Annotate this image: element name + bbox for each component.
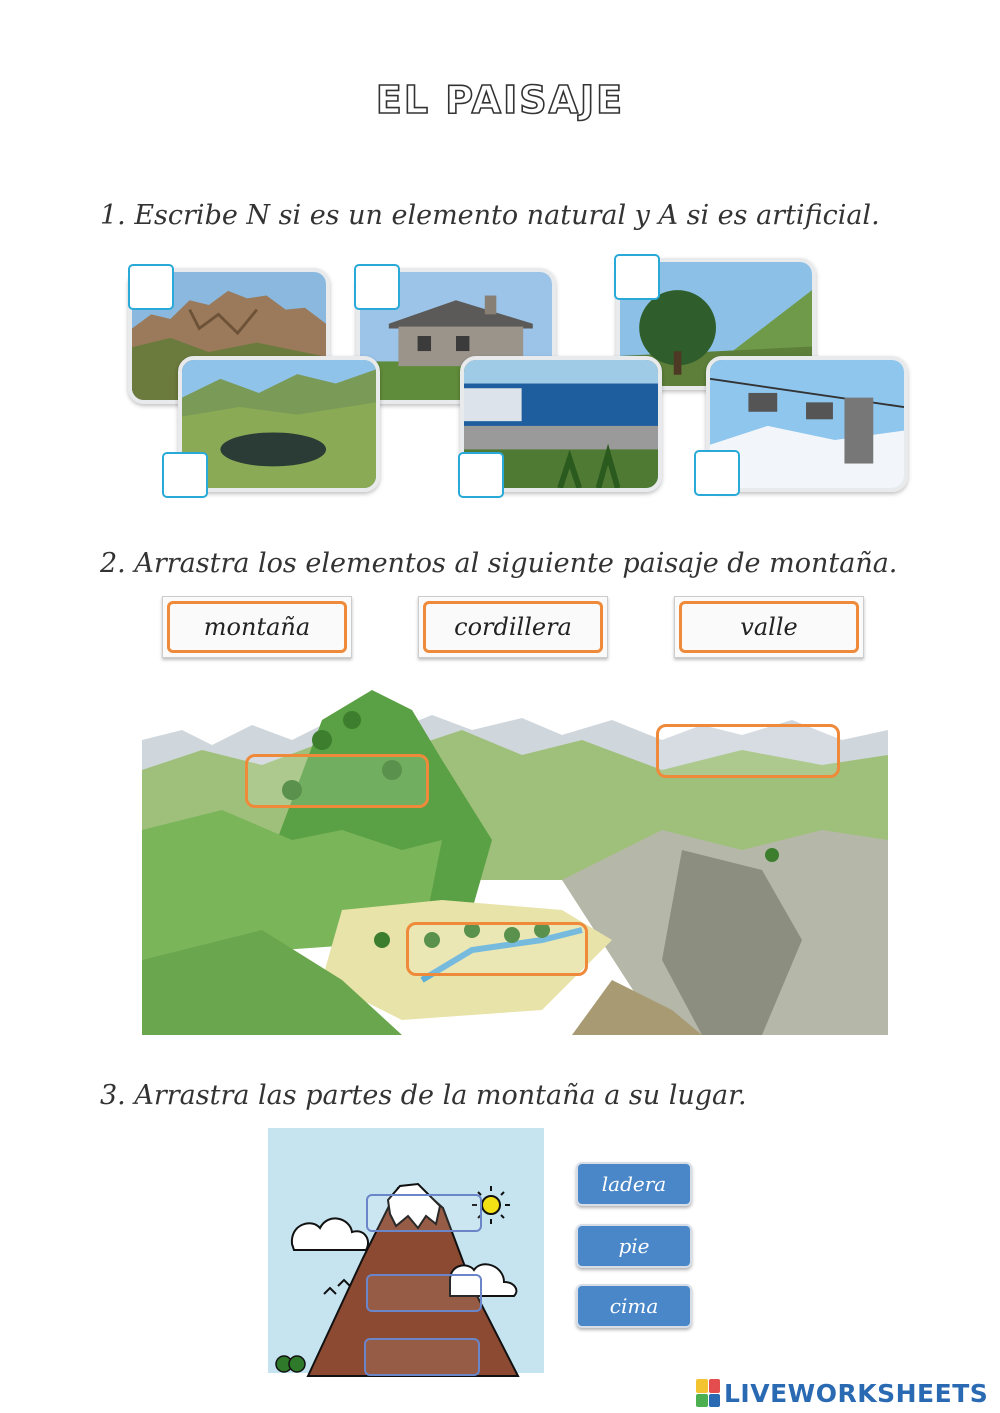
word-card-cordillera[interactable]: [418, 596, 608, 658]
answer-box-port[interactable]: [458, 452, 504, 498]
drop-zone-bottom[interactable]: [364, 1338, 480, 1376]
word-card-label: cordillera: [423, 601, 603, 653]
word-card-valle[interactable]: [674, 596, 864, 658]
drop-zone-montana[interactable]: [245, 754, 429, 808]
page-title: EL PAISAJE: [375, 78, 625, 122]
question-2: 2. Arrastra los elementos al siguiente paisaje de montaña.: [100, 548, 898, 579]
answer-box-house[interactable]: [354, 264, 400, 310]
question-3: 3. Arrastra las partes de la montaña a su lugar.: [100, 1080, 747, 1111]
liveworksheets-logo-icon: [696, 1379, 720, 1407]
answer-box-tree[interactable]: [614, 254, 660, 300]
question-1: 1. Escribe N si es un elemento natural y A si es artificial.: [100, 200, 880, 231]
photo-lake: [178, 356, 380, 492]
drop-zone-top[interactable]: [366, 1194, 482, 1232]
drop-zone-valle[interactable]: [406, 922, 588, 976]
chip-cima[interactable]: cima: [576, 1284, 692, 1328]
drop-zone-cordillera[interactable]: [656, 724, 840, 778]
chip-pie[interactable]: pie: [576, 1224, 692, 1268]
brand-text: LIVEWORKSHEETS: [724, 1378, 989, 1408]
word-card-montana[interactable]: [162, 596, 352, 658]
word-card-label: valle: [679, 601, 859, 653]
answer-box-rocks[interactable]: [128, 264, 174, 310]
chip-ladera[interactable]: ladera: [576, 1162, 692, 1206]
answer-box-lake[interactable]: [162, 452, 208, 498]
brand-watermark: [696, 1378, 988, 1408]
word-card-label: montaña: [167, 601, 347, 653]
drop-zone-middle[interactable]: [366, 1274, 482, 1312]
answer-box-ski-lift[interactable]: [694, 450, 740, 496]
